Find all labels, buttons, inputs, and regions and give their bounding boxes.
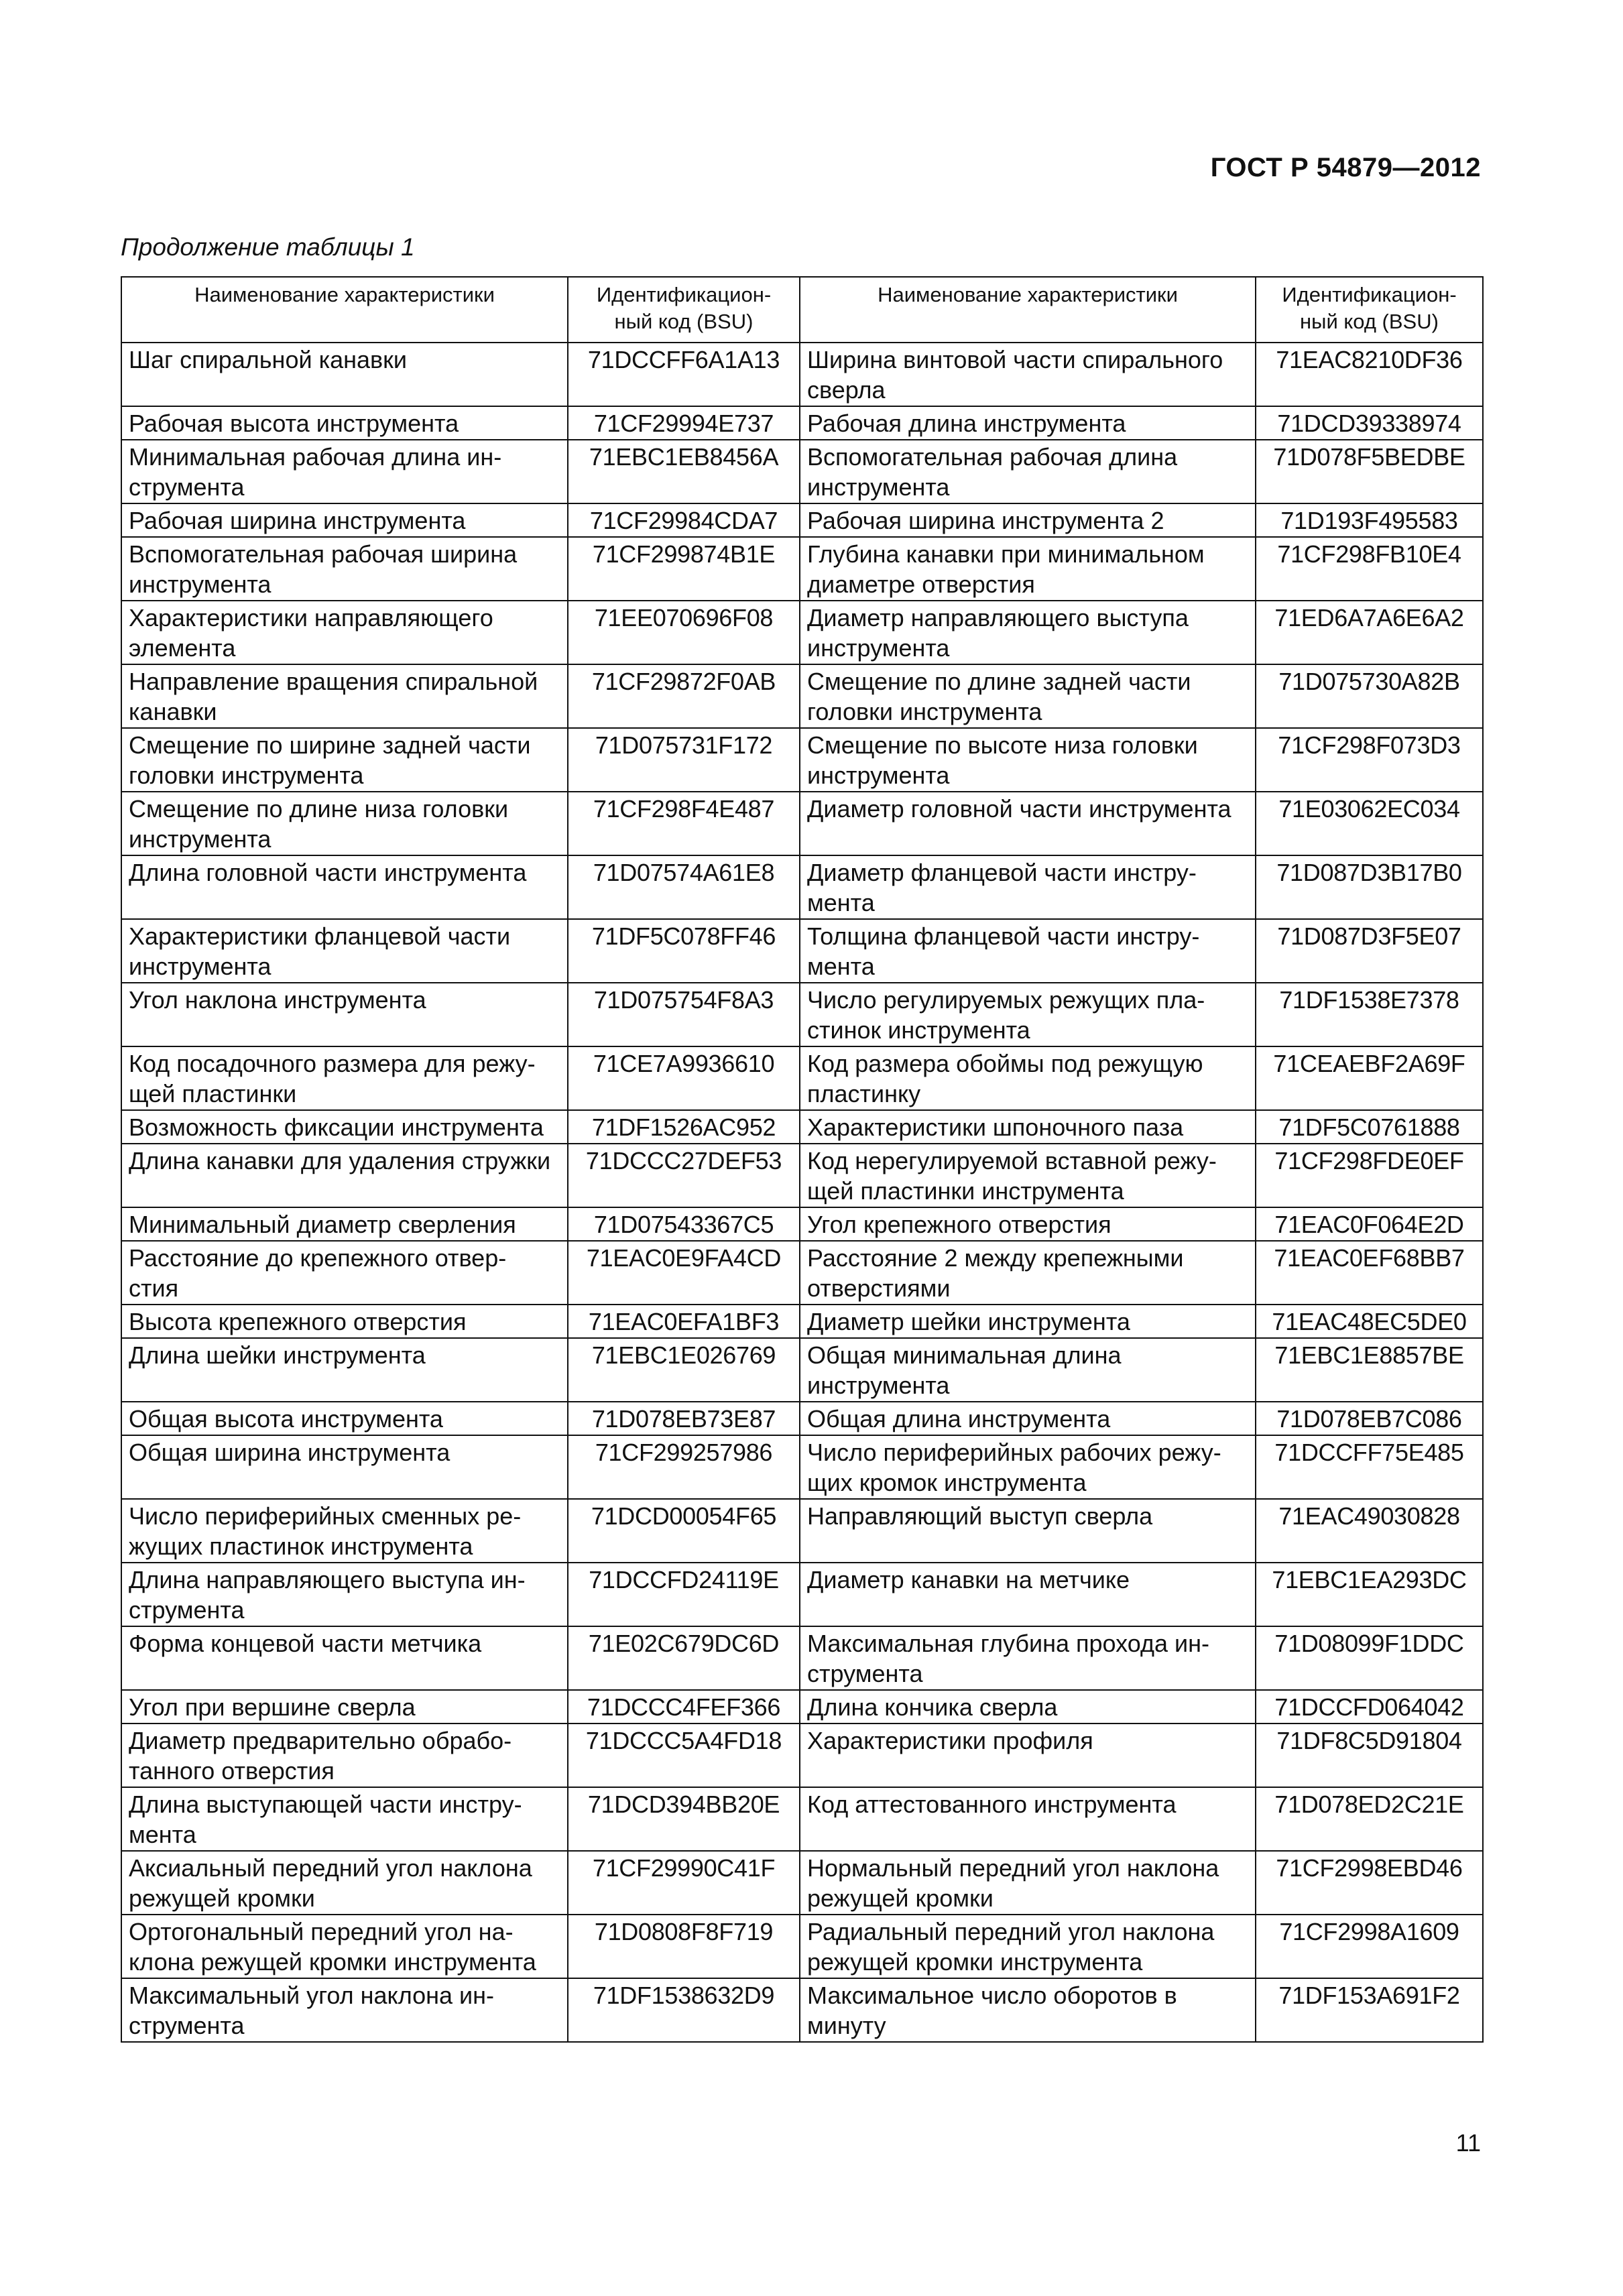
column-header-name-right: Наименование характеристики — [800, 277, 1256, 343]
identification-code-left: 71EAC0EFA1BF3 — [568, 1305, 800, 1338]
identification-code-right: 71D078ED2C21E — [1256, 1787, 1483, 1851]
identification-code-left: 71DCCC4FEF366 — [568, 1690, 800, 1724]
characteristic-name-left: Минимальный диаметр сверления — [121, 1207, 568, 1241]
column-header-code-left: Идентификацион- ный код (BSU) — [568, 277, 800, 343]
identification-code-right: 71CF2998EBD46 — [1256, 1851, 1483, 1915]
table-row — [121, 1144, 1483, 1207]
characteristic-name-left: Высота крепежного отверстия — [121, 1305, 568, 1338]
characteristic-name-left: Угол наклона инструмента — [121, 983, 568, 1046]
identification-code-left: 71EAC0E9FA4CD — [568, 1241, 800, 1305]
identification-code-left: 71DF1526AC952 — [568, 1110, 800, 1144]
page-number: 11 — [1455, 2129, 1481, 2157]
characteristic-name-right: Диаметр фланцевой части инстру- мента — [800, 855, 1256, 919]
identification-code-right: 71EAC0F064E2D — [1256, 1207, 1483, 1241]
characteristic-name-left: Ортогональный передний угол на- клона режущей кромки инструмента — [121, 1915, 568, 1978]
identification-code-left: 71DCCC27DEF53 — [568, 1144, 800, 1207]
characteristic-name-right: Код аттестованного инструмента — [800, 1787, 1256, 1851]
identification-code-right: 71D078F5BEDBE — [1256, 440, 1483, 503]
table-row — [121, 1402, 1483, 1435]
table-row — [121, 440, 1483, 503]
characteristic-name-right: Число регулируемых режущих пла- стинок инструмента — [800, 983, 1256, 1046]
identification-code-left: 71DCD00054F65 — [568, 1499, 800, 1563]
characteristic-name-right: Характеристики шпоночного паза — [800, 1110, 1256, 1144]
identification-code-left: 71D078EB73E87 — [568, 1402, 800, 1435]
characteristic-name-right: Смещение по длине задней части головки инструмента — [800, 664, 1256, 728]
table-row — [121, 406, 1483, 440]
table-row — [121, 1787, 1483, 1851]
characteristic-name-left: Смещение по длине низа головки инструмента — [121, 792, 568, 855]
characteristic-name-left: Направление вращения спиральной канавки — [121, 664, 568, 728]
table-row — [121, 1690, 1483, 1724]
characteristic-name-right: Код размера обоймы под режущую пластинку — [800, 1046, 1256, 1110]
characteristic-name-left: Шаг спиральной канавки — [121, 343, 568, 406]
table-row — [121, 343, 1483, 406]
characteristic-name-right: Расстояние 2 между крепежными отверстиями — [800, 1241, 1256, 1305]
identification-code-right: 71CEAEBF2A69F — [1256, 1046, 1483, 1110]
identification-code-right: 71EAC48EC5DE0 — [1256, 1305, 1483, 1338]
table-row — [121, 1978, 1483, 2042]
identification-code-right: 71D087D3F5E07 — [1256, 919, 1483, 983]
characteristic-name-left: Вспомогательная рабочая ширина инструмента — [121, 537, 568, 601]
characteristic-name-right: Диаметр головной части инструмента — [800, 792, 1256, 855]
characteristic-name-right: Смещение по высоте низа головки инструмента — [800, 728, 1256, 792]
identification-code-left: 71CE7A9936610 — [568, 1046, 800, 1110]
identification-code-right: 71DF1538E7378 — [1256, 983, 1483, 1046]
characteristic-name-right: Максимальное число оборотов в минуту — [800, 1978, 1256, 2042]
identification-code-right: 71EAC8210DF36 — [1256, 343, 1483, 406]
identification-code-right: 71D087D3B17B0 — [1256, 855, 1483, 919]
table-row — [121, 1724, 1483, 1787]
identification-code-right: 71D08099F1DDC — [1256, 1626, 1483, 1690]
identification-code-left: 71DF1538632D9 — [568, 1978, 800, 2042]
identification-code-left: 71DCCFD24119E — [568, 1563, 800, 1626]
table-row — [121, 503, 1483, 537]
characteristic-name-left: Форма концевой части метчика — [121, 1626, 568, 1690]
table-row — [121, 1626, 1483, 1690]
characteristic-name-right: Диаметр направляющего выступа инструмента — [800, 601, 1256, 664]
column-header-name-left: Наименование характеристики — [121, 277, 568, 343]
characteristic-name-right: Общая минимальная длина инструмента — [800, 1338, 1256, 1402]
characteristic-name-right: Характеристики профиля — [800, 1724, 1256, 1787]
identification-code-right: 71DF8C5D91804 — [1256, 1724, 1483, 1787]
identification-code-right: 71EBC1EA293DC — [1256, 1563, 1483, 1626]
characteristic-name-left: Характеристики фланцевой части инструмента — [121, 919, 568, 983]
identification-code-right: 71DCCFF75E485 — [1256, 1435, 1483, 1499]
table-row — [121, 983, 1483, 1046]
characteristic-name-right: Вспомогательная рабочая длина инструмента — [800, 440, 1256, 503]
characteristics-table-container — [121, 276, 1482, 2043]
identification-code-left: 71EBC1E026769 — [568, 1338, 800, 1402]
characteristic-name-left: Длина шейки инструмента — [121, 1338, 568, 1402]
table-row — [121, 728, 1483, 792]
characteristic-name-left: Минимальная рабочая длина ин- струмента — [121, 440, 568, 503]
characteristic-name-right: Рабочая ширина инструмента 2 — [800, 503, 1256, 537]
identification-code-left: 71DCD394BB20E — [568, 1787, 800, 1851]
identification-code-left: 71D075754F8A3 — [568, 983, 800, 1046]
table-body — [121, 343, 1483, 2042]
table-row — [121, 1851, 1483, 1915]
table-row — [121, 1435, 1483, 1499]
identification-code-left: 71EBC1EB8456A — [568, 440, 800, 503]
characteristic-name-left: Смещение по ширине задней части головки инструмента — [121, 728, 568, 792]
identification-code-right: 71EAC49030828 — [1256, 1499, 1483, 1563]
characteristic-name-left: Длина выступающей части инстру- мента — [121, 1787, 568, 1851]
table-row — [121, 1241, 1483, 1305]
identification-code-left: 71CF298F4E487 — [568, 792, 800, 855]
characteristic-name-right: Угол крепежного отверстия — [800, 1207, 1256, 1241]
identification-code-right: 71DF153A691F2 — [1256, 1978, 1483, 2042]
identification-code-left: 71E02C679DC6D — [568, 1626, 800, 1690]
identification-code-left: 71CF299257986 — [568, 1435, 800, 1499]
identification-code-right: 71CF2998A1609 — [1256, 1915, 1483, 1978]
characteristic-name-left: Рабочая высота инструмента — [121, 406, 568, 440]
characteristic-name-right: Глубина канавки при минимальном диаметре отверстия — [800, 537, 1256, 601]
table-row — [121, 1110, 1483, 1144]
identification-code-right: 71CF298FB10E4 — [1256, 537, 1483, 601]
characteristic-name-right: Рабочая длина инструмента — [800, 406, 1256, 440]
characteristic-name-right: Код нерегулируемой вставной режу- щей пластинки инструмента — [800, 1144, 1256, 1207]
identification-code-right: 71CF298F073D3 — [1256, 728, 1483, 792]
characteristic-name-left: Угол при вершине сверла — [121, 1690, 568, 1724]
characteristic-name-left: Число периферийных сменных ре- жущих пластинок инструмента — [121, 1499, 568, 1563]
table-row — [121, 537, 1483, 601]
table-header — [121, 277, 1483, 343]
table-row — [121, 855, 1483, 919]
characteristic-name-right: Диаметр шейки инструмента — [800, 1305, 1256, 1338]
characteristic-name-left: Длина канавки для удаления стружки — [121, 1144, 568, 1207]
table-row — [121, 1915, 1483, 1978]
characteristic-name-left: Аксиальный передний угол наклона режущей кромки — [121, 1851, 568, 1915]
characteristic-name-left: Общая ширина инструмента — [121, 1435, 568, 1499]
characteristic-name-right: Радиальный передний угол наклона режущей кромки инструмента — [800, 1915, 1256, 1978]
characteristic-name-left: Длина направляющего выступа ин- струмента — [121, 1563, 568, 1626]
identification-code-left: 71DCCC5A4FD18 — [568, 1724, 800, 1787]
characteristic-name-right: Число периферийных рабочих режу- щих кромок инструмента — [800, 1435, 1256, 1499]
table-row — [121, 919, 1483, 983]
characteristic-name-right: Ширина винтовой части спирального сверла — [800, 343, 1256, 406]
identification-code-right: 71EBC1E8857BE — [1256, 1338, 1483, 1402]
characteristic-name-right: Длина кончика сверла — [800, 1690, 1256, 1724]
table-row — [121, 1499, 1483, 1563]
characteristic-name-right: Общая длина инструмента — [800, 1402, 1256, 1435]
identification-code-left: 71CF29872F0AB — [568, 664, 800, 728]
characteristic-name-right: Диаметр канавки на метчике — [800, 1563, 1256, 1626]
characteristic-name-right: Максимальная глубина прохода ин- струмента — [800, 1626, 1256, 1690]
table-row — [121, 601, 1483, 664]
document-standard-header: ГОСТ Р 54879—2012 — [1210, 153, 1481, 182]
identification-code-left: 71D0808F8F719 — [568, 1915, 800, 1978]
identification-code-left: 71DCCFF6A1A13 — [568, 343, 800, 406]
identification-code-right: 71ED6A7A6E6A2 — [1256, 601, 1483, 664]
table-row — [121, 1046, 1483, 1110]
table-row — [121, 1305, 1483, 1338]
identification-code-left: 71CF29994E737 — [568, 406, 800, 440]
characteristic-name-left: Длина головной части инструмента — [121, 855, 568, 919]
characteristic-name-right: Толщина фланцевой части инстру- мента — [800, 919, 1256, 983]
identification-code-right: 71CF298FDE0EF — [1256, 1144, 1483, 1207]
characteristic-name-right: Нормальный передний угол наклона режущей кромки — [800, 1851, 1256, 1915]
identification-code-right: 71E03062EC034 — [1256, 792, 1483, 855]
identification-code-right: 71D193F495583 — [1256, 503, 1483, 537]
characteristic-name-left: Расстояние до крепежного отвер- стия — [121, 1241, 568, 1305]
identification-code-left: 71CF29984CDA7 — [568, 503, 800, 537]
identification-code-right: 71D078EB7C086 — [1256, 1402, 1483, 1435]
identification-code-right: 71D075730A82B — [1256, 664, 1483, 728]
table-row — [121, 664, 1483, 728]
table-row — [121, 1563, 1483, 1626]
table-caption: Продолжение таблицы 1 — [121, 233, 415, 261]
characteristic-name-left: Характеристики направляющего элемента — [121, 601, 568, 664]
characteristic-name-left: Код посадочного размера для режу- щей пластинки — [121, 1046, 568, 1110]
identification-code-right: 71DF5C0761888 — [1256, 1110, 1483, 1144]
characteristic-name-left: Рабочая ширина инструмента — [121, 503, 568, 537]
characteristic-name-left: Диаметр предварительно обрабо- танного отверстия — [121, 1724, 568, 1787]
table-row — [121, 1338, 1483, 1402]
identification-code-left: 71DF5C078FF46 — [568, 919, 800, 983]
table-row — [121, 792, 1483, 855]
identification-code-left: 71D075731F172 — [568, 728, 800, 792]
characteristic-name-left: Максимальный угол наклона ин- струмента — [121, 1978, 568, 2042]
characteristics-table — [121, 276, 1484, 2043]
identification-code-left: 71D07543367C5 — [568, 1207, 800, 1241]
identification-code-left: 71CF29990C41F — [568, 1851, 800, 1915]
identification-code-left: 71CF299874B1E — [568, 537, 800, 601]
identification-code-left: 71D07574A61E8 — [568, 855, 800, 919]
characteristic-name-left: Возможность фиксации инструмента — [121, 1110, 568, 1144]
identification-code-right: 71EAC0EF68BB7 — [1256, 1241, 1483, 1305]
table-header-row — [121, 277, 1483, 343]
identification-code-right: 71DCCFD064042 — [1256, 1690, 1483, 1724]
column-header-code-right: Идентификацион- ный код (BSU) — [1256, 277, 1483, 343]
table-row — [121, 1207, 1483, 1241]
identification-code-left: 71EE070696F08 — [568, 601, 800, 664]
characteristic-name-right: Направляющий выступ сверла — [800, 1499, 1256, 1563]
characteristic-name-left: Общая высота инструмента — [121, 1402, 568, 1435]
identification-code-right: 71DCD39338974 — [1256, 406, 1483, 440]
